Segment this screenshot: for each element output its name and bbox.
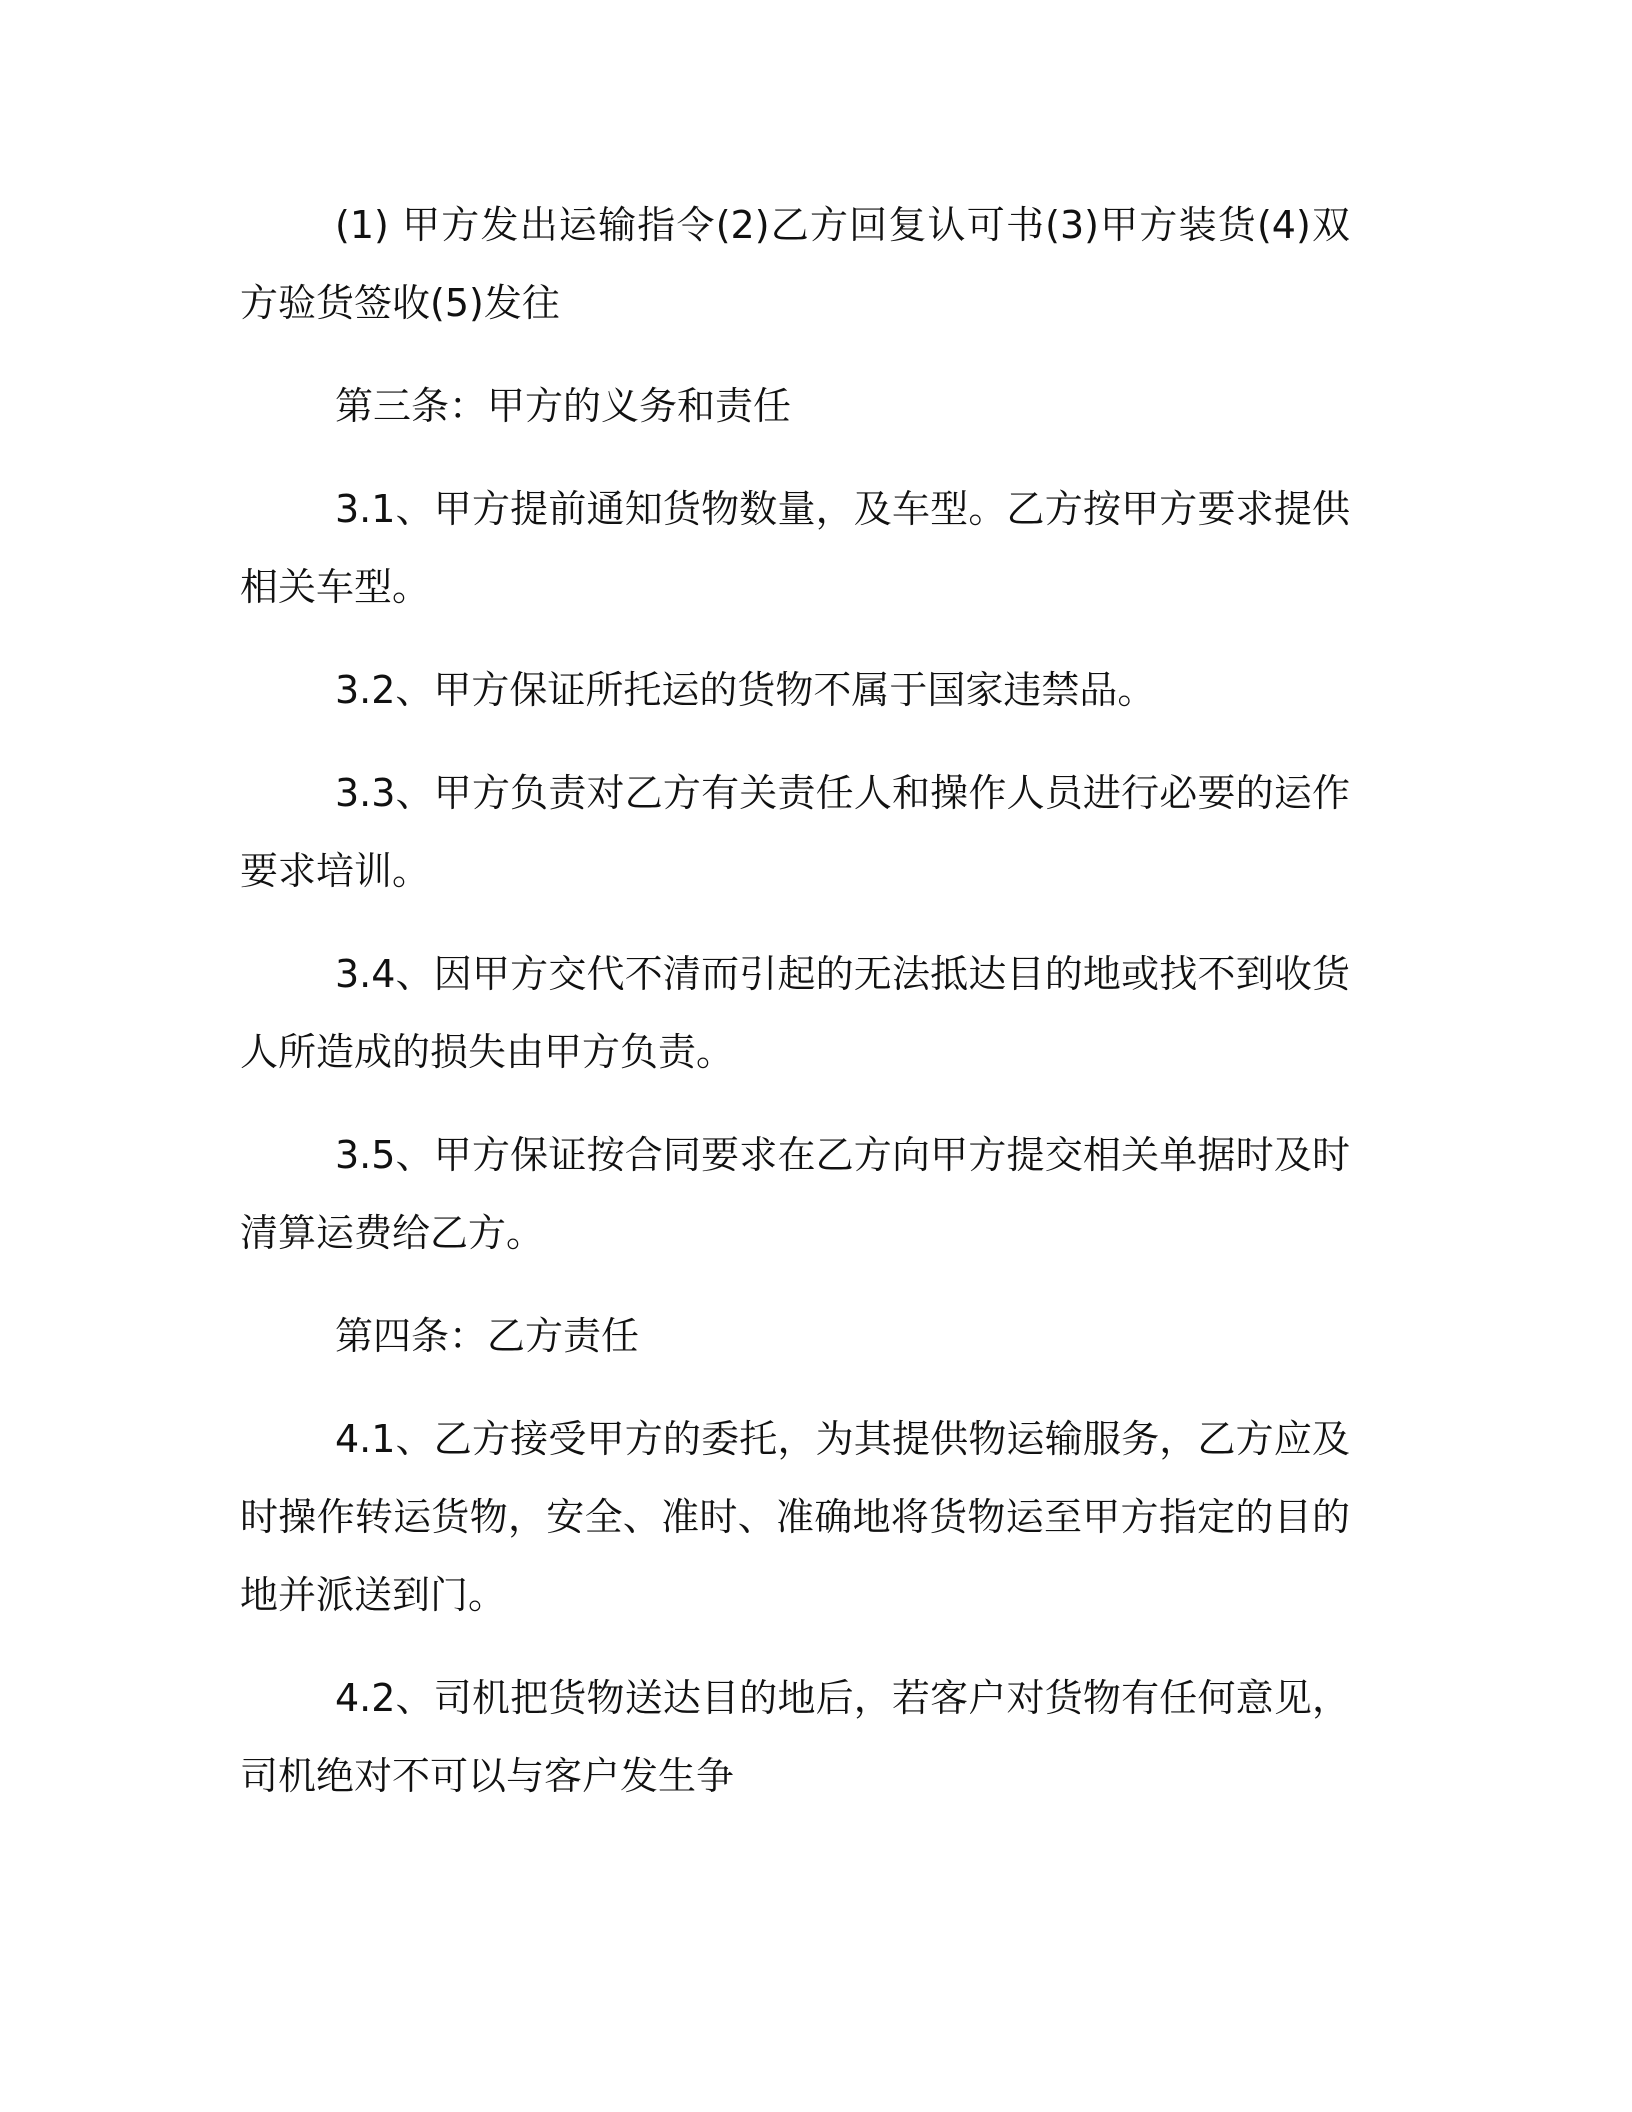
paragraph-4-1: 4.1、乙方接受甲方的委托，为其提供物运输服务，乙方应及时操作转运货物，安全、准时、准确地将货物运至甲方指定的目的地并派送到门。: [240, 1417, 1350, 1617]
paragraph-3-5: 3.5、甲方保证按合同要求在乙方向甲方提交相关单据时及时清算运费给乙方。: [240, 1133, 1350, 1255]
paragraph-4-2: 4.2、司机把货物送达目的地后，若客户对货物有任何意见，司机绝对不可以与客户发生争: [240, 1676, 1350, 1798]
document-body: [240, 186, 1350, 1840]
heading-article-4: 第四条：乙方责任: [335, 1314, 640, 1358]
paragraph-3-1: 3.1、甲方提前通知货物数量，及车型。乙方按甲方要求提供相关车型。: [240, 487, 1350, 609]
paragraph-3-2: 3.2、甲方保证所托运的货物不属于国家违禁品。: [335, 668, 1156, 712]
heading-article-3: 第三条：甲方的义务和责任: [335, 384, 792, 428]
paragraph-3-4: 3.4、因甲方交代不清而引起的无法抵达目的地或找不到收货人所造成的损失由甲方负责。: [240, 952, 1350, 1074]
paragraph-3-3: 3.3、甲方负责对乙方有关责任人和操作人员进行必要的运作要求培训。: [240, 771, 1350, 893]
paragraph-shipping-steps: (1) 甲方发出运输指令(2)乙方回复认可书(3)甲方装货(4)双方验货签收(5)发往: [240, 203, 1350, 325]
